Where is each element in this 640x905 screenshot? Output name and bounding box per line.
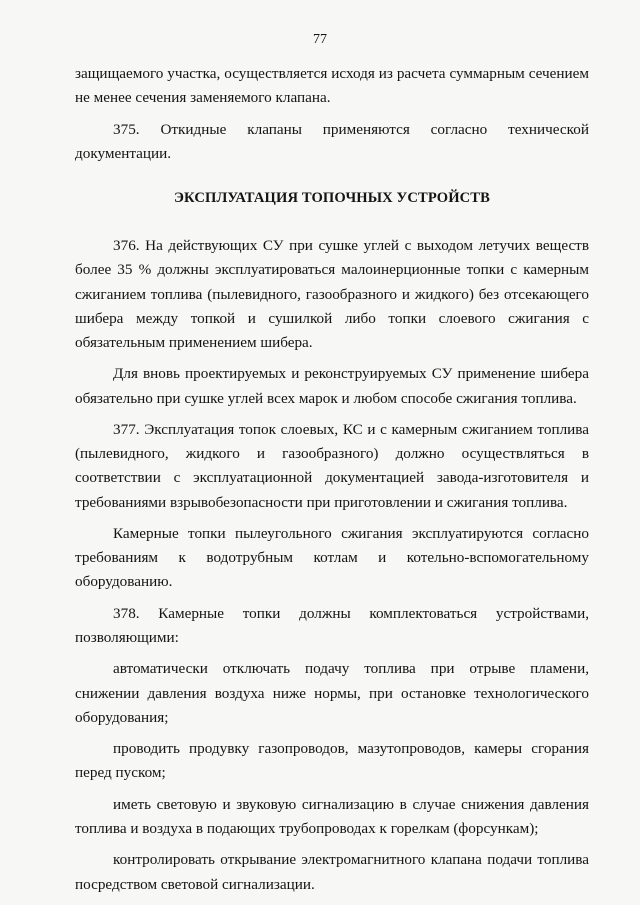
- paragraph-378: 378. Камерные топки должны комплектоваться устройствами, позволяющими:: [75, 604, 589, 646]
- paragraph-375: 375. Откидные клапаны применяются согласно технической документации.: [75, 120, 589, 162]
- paragraph-376-new-su: Для вновь проектируемых и реконструируемых СУ применение шибера обязательно при сушке углей всех марок и любом способе сжигания топлива.: [75, 365, 589, 407]
- list-item-auto-shutoff: автоматически отключать подачу топлива при отрыве пламени, снижении давления воздуха ниже нормы, при остановке технологического оборудования;: [75, 660, 589, 726]
- list-item-purge: проводить продувку газопроводов, мазутопроводов, камеры сгорания перед пуском;: [75, 740, 589, 782]
- paragraph-377: 377. Эксплуатация топок слоевых, КС и с камерным сжиганием топлива (пылевидного, жидкого и газообразного) должно осуществляться в соответствии с эксплуатационной документацией завода-изготовителя и требованиями взрывобезопасности при приготовлении и сжигания топлива.: [75, 421, 589, 511]
- list-item-alarm: иметь световую и звуковую сигнализацию в случае снижения давления топлива и воздуха в подающих трубопроводах к горелкам (форсункам);: [75, 795, 589, 837]
- paragraph-continuation: защищаемого участка, осуществляется исходя из расчета суммарным сечением не менее сечения заменяемого клапана.: [75, 65, 589, 107]
- page-number: 77: [313, 32, 327, 47]
- list-item-valve-control: контролировать открывание электромагнитного клапана подачи топлива посредством световой сигнализации.: [75, 851, 589, 893]
- document-body: [75, 62, 589, 904]
- paragraph-376: 376. На действующих СУ при сушке углей с выходом летучих веществ более 35 % должны эксплуатироваться малоинерционные топки с камерным сжиганием топлива (пылевидного, газообразного и жидкого) без отсекающего шибера между топкой и сушилкой либо топки слоевого сжигания с обязательным применением шибера.: [75, 237, 589, 352]
- section-heading: ЭКСПЛУАТАЦИЯ ТОПОЧНЫХ УСТРОЙСТВ: [174, 190, 490, 206]
- paragraph-377-chamber-furnaces: Камерные топки пылеугольного сжигания эксплуатируются согласно требованиям к водотрубным котлам и котельно-вспомогательному оборудованию.: [75, 525, 589, 591]
